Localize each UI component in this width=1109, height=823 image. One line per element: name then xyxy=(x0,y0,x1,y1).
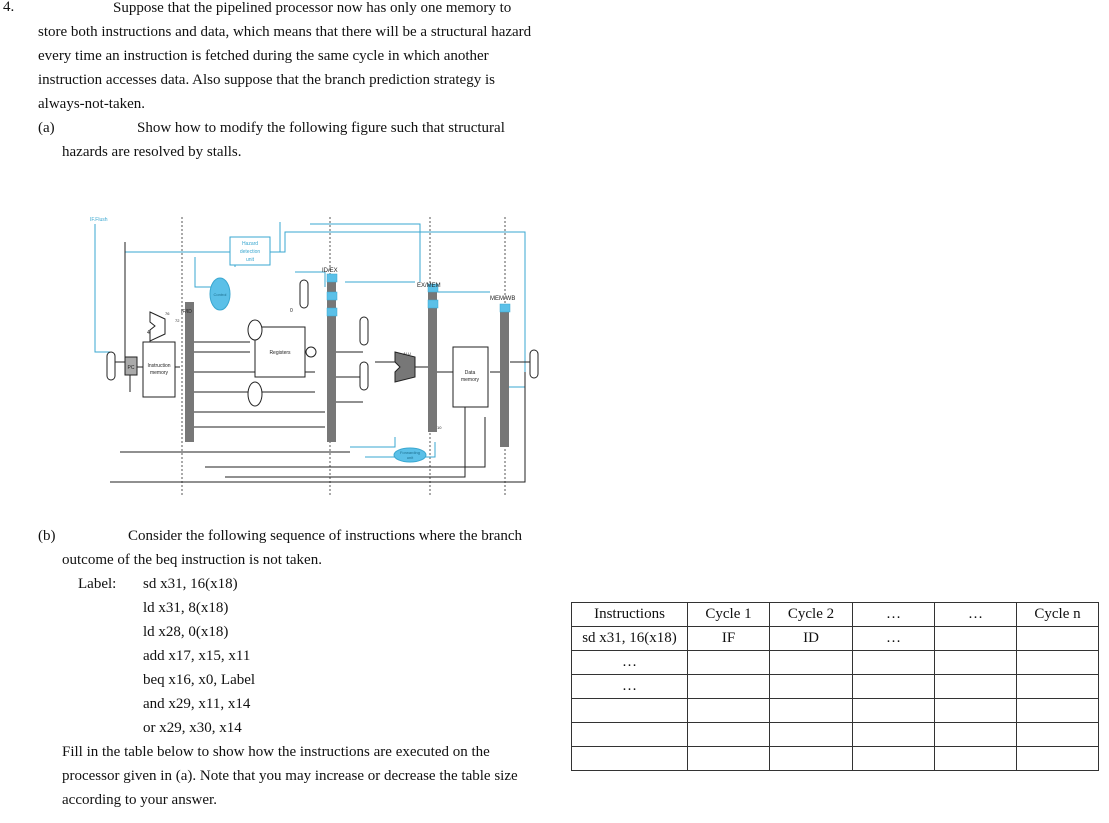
dmem-label-1: Data xyxy=(464,370,476,376)
id-ex-label: ID/EX xyxy=(322,268,338,274)
table-cell[interactable]: sd x31, 16(x18) xyxy=(572,627,688,651)
table-row xyxy=(572,723,1099,747)
if-flush-label: IF.Flush xyxy=(90,217,108,223)
table-header-row xyxy=(572,603,1099,627)
hazard-label-1: Hazard xyxy=(241,241,259,247)
control-label: Control xyxy=(213,292,227,297)
table-cell[interactable] xyxy=(770,699,853,723)
table-cell[interactable] xyxy=(935,651,1017,675)
table-cell[interactable] xyxy=(853,747,935,771)
table-row xyxy=(572,699,1099,723)
code-line-2: ld x31, 8(x18) xyxy=(143,600,229,616)
table-cell[interactable] xyxy=(853,699,935,723)
table-cell[interactable]: … xyxy=(572,675,688,699)
fill-line-1: Fill in the table below to show how the instructions are executed on the xyxy=(62,744,490,760)
fill-line-3: according to your answer. xyxy=(62,792,217,808)
header-cell: Instructions xyxy=(572,603,688,627)
table-row xyxy=(572,747,1099,771)
ex-mem-label: EX/MEM xyxy=(417,283,441,289)
code-line-4: add x17, x15, x11 xyxy=(143,648,251,664)
code-label: Label: xyxy=(78,576,117,592)
table-cell[interactable]: ID xyxy=(770,627,853,651)
part-b-text-1: Consider the following sequence of instructions where the branch xyxy=(128,528,523,544)
code-line-6: and x29, x11, x14 xyxy=(143,696,251,712)
table-row xyxy=(572,651,1099,675)
table-cell[interactable] xyxy=(770,747,853,771)
table-cell[interactable] xyxy=(770,723,853,747)
forwarding-label-2: unit xyxy=(406,455,414,460)
table-cell[interactable] xyxy=(853,651,935,675)
table-cell[interactable] xyxy=(572,747,688,771)
question-number: 4. xyxy=(3,0,15,15)
table-cell[interactable] xyxy=(935,627,1017,651)
table-cell[interactable] xyxy=(688,699,770,723)
part-b-text-2: outcome of the beq instruction is not taken. xyxy=(62,552,322,568)
table-cell[interactable] xyxy=(688,747,770,771)
part-a-label: (a) xyxy=(38,120,55,136)
header-cell: … xyxy=(935,603,1017,627)
header-cell: Cycle n xyxy=(1017,603,1099,627)
part-a-text-1: Show how to modify the following figure such that structural xyxy=(137,120,505,136)
mem-wb-label: MEM/WB xyxy=(490,296,516,302)
table-cell[interactable] xyxy=(935,747,1017,771)
pipeline-table xyxy=(571,602,1099,771)
registers-label: Registers xyxy=(269,350,291,356)
num10-label: 10 xyxy=(437,425,442,430)
table-row xyxy=(572,675,1099,699)
intro-line-2: store both instructions and data, which means that there will be a structural hazard xyxy=(38,24,532,40)
table-cell[interactable] xyxy=(1017,675,1099,699)
table-row xyxy=(572,627,1099,651)
table-cell[interactable] xyxy=(1017,627,1099,651)
num76-label: 76 xyxy=(165,311,170,316)
table-cell[interactable]: … xyxy=(853,627,935,651)
intro-line-5: always-not-taken. xyxy=(38,96,146,112)
table-cell[interactable] xyxy=(770,675,853,699)
table-cell[interactable] xyxy=(1017,651,1099,675)
table-cell[interactable]: IF xyxy=(688,627,770,651)
forwarding-label-1: Forwarding xyxy=(399,450,421,455)
code-line-5: beq x16, x0, Label xyxy=(143,672,256,688)
hazard-label-2: detection xyxy=(239,249,261,255)
code-line-3: ld x28, 0(x18) xyxy=(143,624,229,640)
table-cell[interactable] xyxy=(935,699,1017,723)
table-cell[interactable] xyxy=(572,723,688,747)
table-cell[interactable] xyxy=(935,675,1017,699)
table-cell[interactable] xyxy=(770,651,853,675)
table-cell[interactable] xyxy=(1017,699,1099,723)
imem-label-1: Instruction xyxy=(147,363,171,369)
header-cell: … xyxy=(853,603,935,627)
pc-label: PC xyxy=(127,365,135,371)
table-cell[interactable] xyxy=(688,723,770,747)
table-cell[interactable]: … xyxy=(572,651,688,675)
table-cell[interactable] xyxy=(935,723,1017,747)
part-a-text-2: hazards are resolved by stalls. xyxy=(62,144,242,160)
dmem-label-2: memory xyxy=(460,377,480,383)
part-b-label: (b) xyxy=(38,528,56,544)
alu-label: ALU xyxy=(403,351,411,356)
num72-label: 72 xyxy=(175,318,180,323)
four-label: 4 xyxy=(147,330,150,336)
table-cell[interactable] xyxy=(853,723,935,747)
table-cell[interactable] xyxy=(1017,723,1099,747)
zero-label: 0 xyxy=(290,308,293,314)
table-cell[interactable] xyxy=(688,651,770,675)
hazard-label-3: unit xyxy=(245,257,255,263)
intro-line-1: Suppose that the pipelined processor now has only one memory to xyxy=(113,0,512,16)
pipeline-datapath-figure xyxy=(85,212,555,502)
intro-line-3: every time an instruction is fetched during the same cycle in which another xyxy=(38,48,489,64)
imem-label-2: memory xyxy=(149,370,169,376)
table-cell[interactable] xyxy=(572,699,688,723)
intro-line-4: instruction accesses data. Also suppose that the branch prediction strategy is xyxy=(38,72,495,88)
fill-line-2: processor given in (a). Note that you may increase or decrease the table size xyxy=(62,768,518,784)
table-cell[interactable] xyxy=(853,675,935,699)
table-cell[interactable] xyxy=(1017,747,1099,771)
if-id-label: IF/ID xyxy=(181,309,192,315)
code-line-1: sd x31, 16(x18) xyxy=(143,576,238,592)
table-cell[interactable] xyxy=(688,675,770,699)
code-line-7: or x29, x30, x14 xyxy=(143,720,242,736)
header-cell: Cycle 2 xyxy=(770,603,853,627)
header-cell: Cycle 1 xyxy=(688,603,770,627)
